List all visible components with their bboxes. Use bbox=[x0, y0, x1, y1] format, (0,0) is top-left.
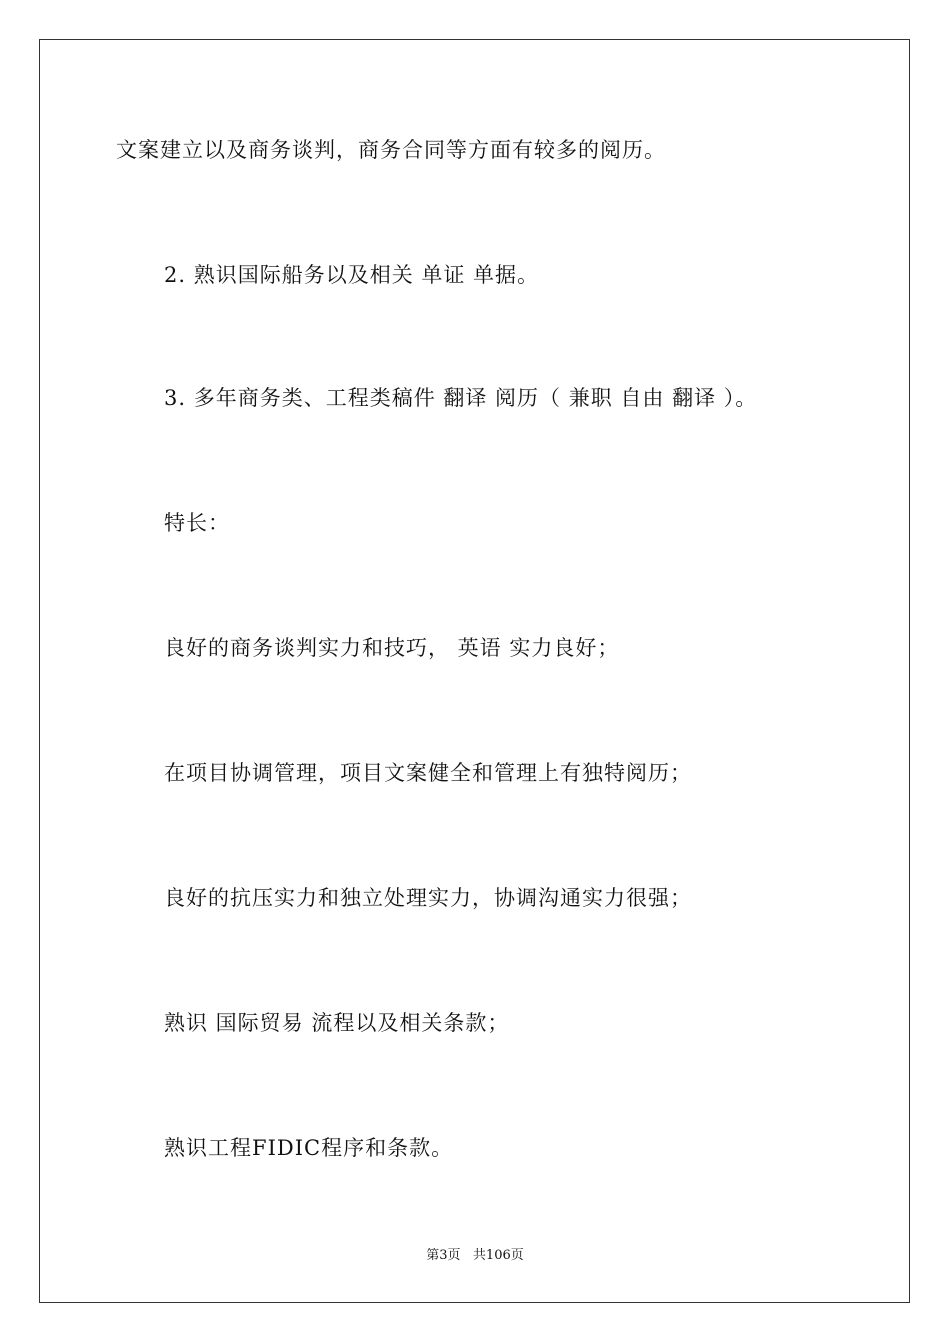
strength-item: 熟识工程FIDIC程序和条款。 bbox=[164, 1136, 454, 1160]
list-item-translation: 3. 多年商务类、工程类稿件 翻译 阅历（ 兼职 自由 翻译 ）。 bbox=[164, 386, 758, 410]
strength-item: 熟识 国际贸易 流程以及相关条款； bbox=[164, 1011, 510, 1035]
page-number-footer: 第3页 共106页 bbox=[426, 1248, 524, 1263]
strength-item: 良好的商务谈判实力和技巧， 英语 实力良好； bbox=[164, 636, 620, 660]
list-item-shipping: 2. 熟识国际船务以及相关 单证 单据。 bbox=[164, 263, 540, 287]
body-text-line: 文案建立以及商务谈判，商务合同等方面有较多的阅历。 bbox=[116, 138, 666, 162]
strength-item: 良好的抗压实力和独立处理实力，协调沟通实力很强； bbox=[164, 886, 692, 910]
strength-item: 在项目协调管理，项目文案健全和管理上有独特阅历； bbox=[164, 761, 692, 785]
page-frame bbox=[39, 39, 910, 1303]
section-heading-strengths: 特长： bbox=[164, 511, 230, 535]
